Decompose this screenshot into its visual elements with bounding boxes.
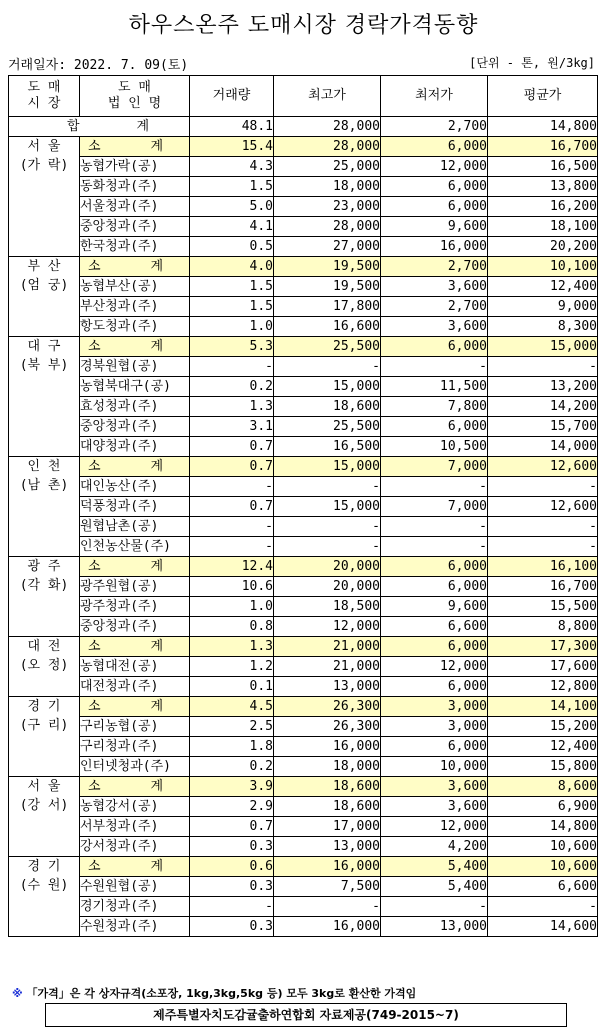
subtotal-label: 소 계 — [80, 457, 190, 477]
market-name-line: 광 주 — [27, 559, 61, 574]
total-max: 28,000 — [274, 117, 381, 137]
max-price-cell: - — [274, 517, 381, 537]
min-price-cell: - — [381, 537, 488, 557]
avg-price-cell: 14,800 — [488, 817, 598, 837]
min-price-cell: 3,600 — [381, 277, 488, 297]
avg-price-cell: 10,600 — [488, 837, 598, 857]
corp-name: 농협강서(공) — [80, 797, 190, 817]
min-price-cell: 6,000 — [381, 137, 488, 157]
table-row — [9, 897, 598, 917]
avg-price-cell: 14,000 — [488, 437, 598, 457]
market-cell — [9, 257, 80, 337]
unit-label: [단위 - 톤, 원/3kg] — [469, 56, 595, 70]
avg-price-cell: - — [488, 517, 598, 537]
table-row — [9, 617, 598, 637]
max-price-cell: - — [274, 897, 381, 917]
table-row — [9, 677, 598, 697]
market-name-line: 부 산 — [27, 259, 61, 274]
table-row — [9, 877, 598, 897]
avg-price-cell: - — [488, 477, 598, 497]
table-row — [9, 357, 598, 377]
avg-price-cell: 14,200 — [488, 397, 598, 417]
min-price-cell: 9,600 — [381, 597, 488, 617]
market-name-line: 경 기 — [27, 859, 61, 874]
min-price-cell: 12,000 — [381, 817, 488, 837]
min-price-cell: - — [381, 517, 488, 537]
subtotal-row — [9, 337, 598, 357]
total-label-a: 합 — [67, 119, 80, 134]
avg-price-cell: 8,600 — [488, 777, 598, 797]
table-row — [9, 537, 598, 557]
volume-cell: 1.0 — [190, 317, 274, 337]
table-row — [9, 197, 598, 217]
max-price-cell: 16,500 — [274, 437, 381, 457]
volume-cell: 2.5 — [190, 717, 274, 737]
max-price-cell: 21,000 — [274, 637, 381, 657]
header-market-line2: 시 장 — [27, 96, 61, 111]
table-row — [9, 837, 598, 857]
header-avg: 평균가 — [488, 76, 598, 117]
min-price-cell: 3,000 — [381, 697, 488, 717]
max-price-cell: - — [274, 477, 381, 497]
market-name-line: (엄 궁) — [19, 278, 69, 293]
avg-price-cell: 6,600 — [488, 877, 598, 897]
corp-name: 인터넷청과(주) — [80, 757, 190, 777]
min-price-cell: 16,000 — [381, 237, 488, 257]
min-price-cell: 10,000 — [381, 757, 488, 777]
max-price-cell: 27,000 — [274, 237, 381, 257]
max-price-cell: 17,000 — [274, 817, 381, 837]
avg-price-cell: 9,000 — [488, 297, 598, 317]
header-corp — [80, 76, 190, 117]
min-price-cell: 3,000 — [381, 717, 488, 737]
max-price-cell: 19,500 — [274, 257, 381, 277]
avg-price-cell: 6,900 — [488, 797, 598, 817]
volume-cell: 0.2 — [190, 377, 274, 397]
volume-cell: 1.2 — [190, 657, 274, 677]
min-price-cell: 2,700 — [381, 257, 488, 277]
max-price-cell: 25,500 — [274, 337, 381, 357]
table-row — [9, 177, 598, 197]
price-table — [8, 75, 598, 937]
market-name-line: 서 울 — [27, 139, 61, 154]
market-name-line: (북 부) — [19, 358, 69, 373]
max-price-cell: 18,500 — [274, 597, 381, 617]
total-label-b: 계 — [136, 119, 149, 134]
avg-price-cell: 16,100 — [488, 557, 598, 577]
corp-name: 경기청과(주) — [80, 897, 190, 917]
table-row — [9, 577, 598, 597]
avg-price-cell: - — [488, 357, 598, 377]
table-row — [9, 377, 598, 397]
min-price-cell: 7,000 — [381, 497, 488, 517]
max-price-cell: 16,000 — [274, 917, 381, 937]
market-name-line: 서 울 — [27, 779, 61, 794]
min-price-cell: 7,800 — [381, 397, 488, 417]
max-price-cell: 12,000 — [274, 617, 381, 637]
avg-price-cell: 17,300 — [488, 637, 598, 657]
volume-cell: 0.7 — [190, 497, 274, 517]
max-price-cell: 28,000 — [274, 137, 381, 157]
market-cell — [9, 637, 80, 697]
corp-name: 농협대전(공) — [80, 657, 190, 677]
avg-price-cell: 15,800 — [488, 757, 598, 777]
subtotal-label: 소 계 — [80, 777, 190, 797]
total-min: 2,700 — [381, 117, 488, 137]
corp-name: 강서청과(주) — [80, 837, 190, 857]
corp-name: 대전청과(주) — [80, 677, 190, 697]
max-price-cell: 17,800 — [274, 297, 381, 317]
avg-price-cell: 12,800 — [488, 677, 598, 697]
subtotal-row — [9, 777, 598, 797]
table-row — [9, 737, 598, 757]
avg-price-cell: 16,700 — [488, 137, 598, 157]
market-name-line: (강 서) — [19, 798, 69, 813]
corp-name: 구리농협(공) — [80, 717, 190, 737]
volume-cell: - — [190, 357, 274, 377]
subtotal-label: 소 계 — [80, 637, 190, 657]
corp-name: 부산청과(주) — [80, 297, 190, 317]
subtotal-row — [9, 637, 598, 657]
min-price-cell: 3,600 — [381, 797, 488, 817]
avg-price-cell: - — [488, 537, 598, 557]
subtotal-label: 소 계 — [80, 697, 190, 717]
market-cell — [9, 137, 80, 257]
subtotal-label: 소 계 — [80, 337, 190, 357]
avg-price-cell: 16,200 — [488, 197, 598, 217]
avg-price-cell: 20,200 — [488, 237, 598, 257]
volume-cell: 0.8 — [190, 617, 274, 637]
max-price-cell: 18,600 — [274, 777, 381, 797]
volume-cell: 5.3 — [190, 337, 274, 357]
volume-cell: 3.1 — [190, 417, 274, 437]
max-price-cell: 13,000 — [274, 677, 381, 697]
volume-cell: 4.1 — [190, 217, 274, 237]
volume-cell: 3.9 — [190, 777, 274, 797]
market-name-line: 인 천 — [27, 459, 61, 474]
header-corp-line2: 법 인 명 — [107, 96, 162, 111]
table-row — [9, 597, 598, 617]
volume-cell: - — [190, 517, 274, 537]
market-name-line: (수 원) — [19, 878, 69, 893]
volume-cell: 10.6 — [190, 577, 274, 597]
min-price-cell: 5,400 — [381, 877, 488, 897]
corp-name: 인천농산물(주) — [80, 537, 190, 557]
max-price-cell: 20,000 — [274, 557, 381, 577]
max-price-cell: 18,000 — [274, 757, 381, 777]
avg-price-cell: 8,300 — [488, 317, 598, 337]
volume-cell: 4.3 — [190, 157, 274, 177]
corp-name: 수원원협(공) — [80, 877, 190, 897]
corp-name: 구리청과(주) — [80, 737, 190, 757]
page-title: 하우스온주 도매시장 경락가격동향 — [128, 13, 479, 38]
header-max: 최고가 — [274, 76, 381, 117]
footnote-text: 「가격」은 각 상자규격(소포장, 1kg,3kg,5kg 등) 모두 3kg로 환산한 가격임 — [26, 987, 417, 1000]
avg-price-cell: 15,700 — [488, 417, 598, 437]
footnote-mark: ※ — [12, 987, 23, 1000]
volume-cell: 12.4 — [190, 557, 274, 577]
min-price-cell: 6,000 — [381, 177, 488, 197]
max-price-cell: 18,600 — [274, 797, 381, 817]
volume-cell: 0.7 — [190, 437, 274, 457]
volume-cell: 1.5 — [190, 297, 274, 317]
corp-name: 동화청과(주) — [80, 177, 190, 197]
avg-price-cell: 14,100 — [488, 697, 598, 717]
corp-name: 광주원협(공) — [80, 577, 190, 597]
avg-price-cell: 15,000 — [488, 337, 598, 357]
max-price-cell: 16,600 — [274, 317, 381, 337]
subtotal-label: 소 계 — [80, 857, 190, 877]
min-price-cell: 12,000 — [381, 657, 488, 677]
max-price-cell: 15,000 — [274, 377, 381, 397]
corp-name: 대인농산(주) — [80, 477, 190, 497]
volume-cell: - — [190, 897, 274, 917]
min-price-cell: 6,000 — [381, 417, 488, 437]
avg-price-cell: 16,500 — [488, 157, 598, 177]
table-row — [9, 477, 598, 497]
volume-cell: 15.4 — [190, 137, 274, 157]
volume-cell: 0.5 — [190, 237, 274, 257]
corp-name: 덕풍청과(주) — [80, 497, 190, 517]
max-price-cell: 15,000 — [274, 497, 381, 517]
header-min: 최저가 — [381, 76, 488, 117]
volume-cell: 1.5 — [190, 177, 274, 197]
volume-cell: 5.0 — [190, 197, 274, 217]
volume-cell: - — [190, 537, 274, 557]
max-price-cell: - — [274, 357, 381, 377]
table-row — [9, 717, 598, 737]
subtotal-row — [9, 697, 598, 717]
avg-price-cell: - — [488, 897, 598, 917]
volume-cell: 1.3 — [190, 637, 274, 657]
volume-cell: 0.7 — [190, 817, 274, 837]
market-name-line: (구 리) — [19, 718, 69, 733]
min-price-cell: - — [381, 897, 488, 917]
corp-name: 대양청과(주) — [80, 437, 190, 457]
min-price-cell: 6,600 — [381, 617, 488, 637]
volume-cell: 1.3 — [190, 397, 274, 417]
corp-name: 항도청과(주) — [80, 317, 190, 337]
max-price-cell: 7,500 — [274, 877, 381, 897]
market-cell — [9, 337, 80, 457]
min-price-cell: - — [381, 477, 488, 497]
min-price-cell: 2,700 — [381, 297, 488, 317]
market-name-line: 경 기 — [27, 699, 61, 714]
corp-name: 중앙청과(주) — [80, 617, 190, 637]
subtotal-label: 소 계 — [80, 557, 190, 577]
subtotal-row — [9, 857, 598, 877]
min-price-cell: 9,600 — [381, 217, 488, 237]
table-row — [9, 517, 598, 537]
min-price-cell: 3,600 — [381, 317, 488, 337]
volume-cell: 2.9 — [190, 797, 274, 817]
min-price-cell: 4,200 — [381, 837, 488, 857]
header-corp-line1: 도 매 — [118, 80, 151, 95]
min-price-cell: 11,500 — [381, 377, 488, 397]
volume-cell: 1.5 — [190, 277, 274, 297]
max-price-cell: 25,500 — [274, 417, 381, 437]
volume-cell: 0.3 — [190, 917, 274, 937]
max-price-cell: 18,600 — [274, 397, 381, 417]
header-row — [9, 76, 598, 117]
max-price-cell: 23,000 — [274, 197, 381, 217]
volume-cell: 0.7 — [190, 457, 274, 477]
volume-cell: 4.0 — [190, 257, 274, 277]
avg-price-cell: 18,100 — [488, 217, 598, 237]
total-volume: 48.1 — [190, 117, 274, 137]
source-box: 제주특별자치도감귤출하연합회 자료제공(749-2015~7) — [45, 1003, 567, 1027]
table-row — [9, 237, 598, 257]
table-row — [9, 757, 598, 777]
table-row — [9, 297, 598, 317]
avg-price-cell: 12,600 — [488, 457, 598, 477]
max-price-cell: 16,000 — [274, 737, 381, 757]
max-price-cell: 26,300 — [274, 717, 381, 737]
max-price-cell: 16,000 — [274, 857, 381, 877]
corp-name: 원협남촌(공) — [80, 517, 190, 537]
corp-name: 경북원협(공) — [80, 357, 190, 377]
table-row — [9, 397, 598, 417]
header-market — [9, 76, 80, 117]
min-price-cell: 6,000 — [381, 737, 488, 757]
volume-cell: 1.0 — [190, 597, 274, 617]
avg-price-cell: 10,100 — [488, 257, 598, 277]
subtotal-label: 소 계 — [80, 137, 190, 157]
market-cell — [9, 697, 80, 777]
corp-name: 농협북대구(공) — [80, 377, 190, 397]
footnote — [12, 985, 416, 1001]
subtotal-row — [9, 457, 598, 477]
subtotal-row — [9, 257, 598, 277]
table-row — [9, 277, 598, 297]
market-name-line: (가 락) — [19, 158, 69, 173]
max-price-cell: 15,000 — [274, 457, 381, 477]
min-price-cell: 6,000 — [381, 677, 488, 697]
table-row — [9, 657, 598, 677]
corp-name: 수원청과(주) — [80, 917, 190, 937]
market-cell — [9, 457, 80, 557]
min-price-cell: 5,400 — [381, 857, 488, 877]
total-avg: 14,800 — [488, 117, 598, 137]
market-cell — [9, 777, 80, 857]
table-row — [9, 797, 598, 817]
min-price-cell: - — [381, 357, 488, 377]
table-row — [9, 217, 598, 237]
table-row — [9, 917, 598, 937]
volume-cell: 1.8 — [190, 737, 274, 757]
avg-price-cell: 10,600 — [488, 857, 598, 877]
volume-cell: 0.3 — [190, 877, 274, 897]
avg-price-cell: 14,600 — [488, 917, 598, 937]
max-price-cell: - — [274, 537, 381, 557]
volume-cell: 0.6 — [190, 857, 274, 877]
table-row — [9, 497, 598, 517]
min-price-cell: 6,000 — [381, 637, 488, 657]
market-name-line: (각 화) — [19, 578, 69, 593]
market-name-line: 대 구 — [27, 339, 61, 354]
avg-price-cell: 12,400 — [488, 277, 598, 297]
min-price-cell: 6,000 — [381, 557, 488, 577]
avg-price-cell: 15,200 — [488, 717, 598, 737]
avg-price-cell: 12,600 — [488, 497, 598, 517]
header-market-line1: 도 매 — [27, 80, 61, 95]
corp-name: 중앙청과(주) — [80, 417, 190, 437]
max-price-cell: 19,500 — [274, 277, 381, 297]
avg-price-cell: 15,500 — [488, 597, 598, 617]
table-row — [9, 157, 598, 177]
table-row — [9, 817, 598, 837]
max-price-cell: 18,000 — [274, 177, 381, 197]
min-price-cell: 6,000 — [381, 577, 488, 597]
market-cell — [9, 557, 80, 637]
volume-cell: 0.2 — [190, 757, 274, 777]
max-price-cell: 21,000 — [274, 657, 381, 677]
corp-name: 서부청과(주) — [80, 817, 190, 837]
corp-name: 효성청과(주) — [80, 397, 190, 417]
header-volume: 거래량 — [190, 76, 274, 117]
market-name-line: (오 정) — [19, 658, 69, 673]
total-label — [9, 117, 190, 137]
avg-price-cell: 8,800 — [488, 617, 598, 637]
max-price-cell: 26,300 — [274, 697, 381, 717]
corp-name: 서울청과(주) — [80, 197, 190, 217]
subtotal-row — [9, 557, 598, 577]
max-price-cell: 20,000 — [274, 577, 381, 597]
avg-price-cell: 16,700 — [488, 577, 598, 597]
market-cell — [9, 857, 80, 937]
market-name-line: (남 촌) — [19, 478, 69, 493]
min-price-cell: 10,500 — [381, 437, 488, 457]
volume-cell: 0.1 — [190, 677, 274, 697]
avg-price-cell: 17,600 — [488, 657, 598, 677]
table-row — [9, 317, 598, 337]
max-price-cell: 13,000 — [274, 837, 381, 857]
min-price-cell: 13,000 — [381, 917, 488, 937]
volume-cell: - — [190, 477, 274, 497]
max-price-cell: 28,000 — [274, 217, 381, 237]
corp-name: 농협가락(공) — [80, 157, 190, 177]
min-price-cell: 6,000 — [381, 337, 488, 357]
volume-cell: 0.3 — [190, 837, 274, 857]
max-price-cell: 25,000 — [274, 157, 381, 177]
min-price-cell: 3,600 — [381, 777, 488, 797]
total-row — [9, 117, 598, 137]
min-price-cell: 12,000 — [381, 157, 488, 177]
table-row — [9, 437, 598, 457]
avg-price-cell: 13,200 — [488, 377, 598, 397]
subtotal-row — [9, 137, 598, 157]
corp-name: 중앙청과(주) — [80, 217, 190, 237]
volume-cell: 4.5 — [190, 697, 274, 717]
avg-price-cell: 13,800 — [488, 177, 598, 197]
trade-date: 거래일자: 2022. 7. 09(토) — [8, 58, 189, 73]
corp-name: 농협부산(공) — [80, 277, 190, 297]
table-row — [9, 417, 598, 437]
subtotal-label: 소 계 — [80, 257, 190, 277]
corp-name: 광주청과(주) — [80, 597, 190, 617]
min-price-cell: 7,000 — [381, 457, 488, 477]
market-name-line: 대 전 — [27, 639, 61, 654]
avg-price-cell: 12,400 — [488, 737, 598, 757]
corp-name: 한국청과(주) — [80, 237, 190, 257]
min-price-cell: 6,000 — [381, 197, 488, 217]
